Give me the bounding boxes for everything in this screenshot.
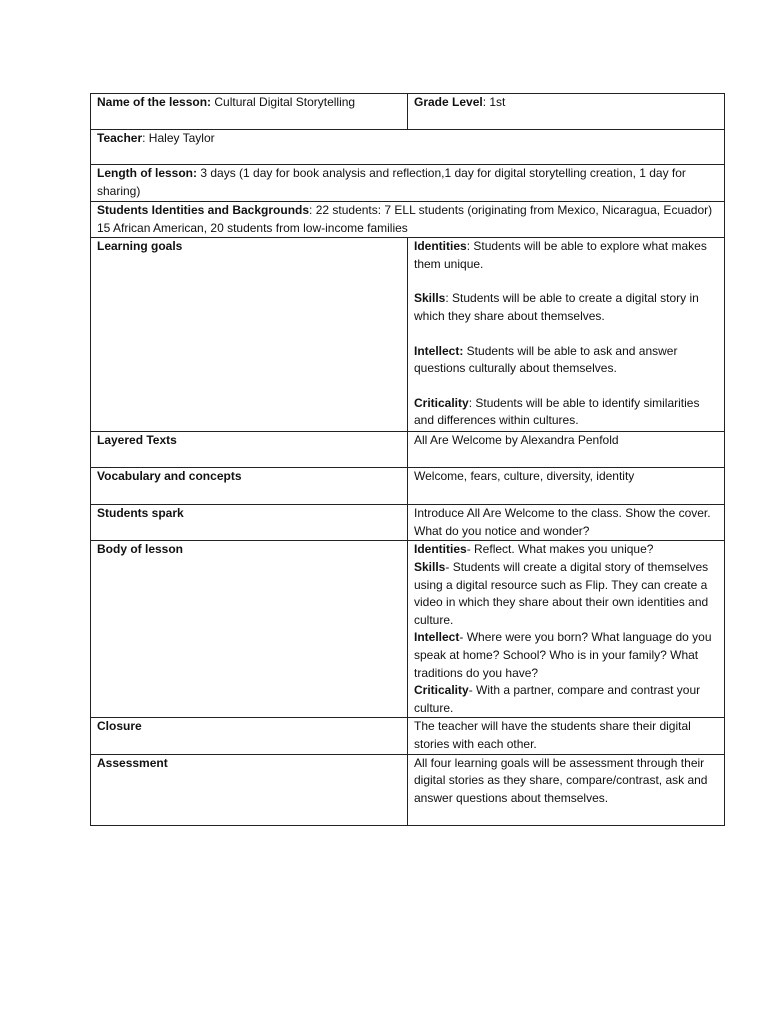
- row-length: [91, 165, 725, 202]
- assessment-label: Assessment: [97, 755, 168, 770]
- row-layered-texts: [91, 432, 725, 468]
- layered-texts-label-cell: [91, 432, 408, 468]
- learning-goals-cell: [408, 238, 725, 432]
- spark-label: Students spark: [97, 506, 184, 521]
- vocabulary-value: Welcome, fears, culture, diversity, identity: [408, 468, 725, 505]
- body-criticality: Criticality- With a partner, compare and contrast your culture.: [414, 683, 701, 715]
- students-label: Students Identities and Backgrounds: [97, 203, 310, 217]
- row-assessment: [91, 754, 725, 825]
- layered-texts-value: All Are Welcome by Alexandra Penfold: [408, 432, 725, 468]
- body-label: Body of lesson: [97, 542, 184, 557]
- goal-intellect: Intellect: Students will be able to ask and answer questions culturally about themselves.: [414, 343, 678, 376]
- length-label: Length of lesson:: [97, 166, 197, 180]
- length-cell: [91, 165, 725, 202]
- row-vocabulary: [91, 468, 725, 505]
- lesson-name-cell: [91, 94, 408, 130]
- row-students: [91, 202, 725, 238]
- grade-level-label: Grade Level: [414, 95, 483, 109]
- assessment-label-cell: [91, 754, 408, 825]
- students-cell: [91, 202, 725, 238]
- lesson-name-value: Cultural Digital Storytelling: [214, 95, 356, 109]
- row-closure: [91, 718, 725, 754]
- teacher-cell: [91, 130, 725, 165]
- vocabulary-label: Vocabulary and concepts: [97, 469, 242, 484]
- layered-texts-label: Layered Texts: [97, 433, 177, 448]
- spark-label-cell: [91, 505, 408, 541]
- row-learning-goals: [91, 238, 725, 432]
- spacer: [414, 378, 718, 395]
- goal-skills: Skills: Students will be able to create a digital story in which they share about themselves.: [414, 291, 699, 323]
- length-value: 3 days (1 day for book analysis and reflection,1 day for digital storytelling creation, 1 day for sharing): [97, 166, 686, 198]
- spacer: [414, 273, 718, 290]
- goal-identities: Identities: Students will be able to explore what makes them unique.: [414, 239, 707, 271]
- body-cell: [408, 541, 725, 718]
- learning-goals-label: Learning goals: [97, 239, 183, 254]
- learning-goals-label-cell: [91, 238, 408, 432]
- body-intellect: Intellect- Where were you born? What language do you speak at home? School? Who is in your family? What traditions do you have?: [414, 630, 712, 680]
- row-body-of-lesson: [91, 541, 725, 718]
- goal-criticality: Criticality: Students will be able to identify similarities and differences within cultures.: [414, 395, 700, 428]
- vocabulary-label-cell: [91, 468, 408, 505]
- row-students-spark: [91, 505, 725, 541]
- body-identities: Identities- Reflect. What makes you unique?: [414, 542, 654, 557]
- body-skills: Skills- Students will create a digital story of themselves using a digital resource such as Flip. They can create a video in which they share about their own identities and culture.: [414, 559, 709, 627]
- teacher-label: Teacher: [97, 131, 143, 145]
- assessment-value: All four learning goals will be assessment through their digital stories as they share, compare/contrast, ask and answer questions about themselves.: [408, 754, 725, 825]
- spark-value: Introduce All Are Welcome to the class. Show the cover. What do you notice and wonder?: [408, 505, 725, 541]
- body-label-cell: [91, 541, 408, 718]
- grade-level-cell: [408, 94, 725, 130]
- closure-value: The teacher will have the students share their digital stories with each other.: [408, 718, 725, 754]
- spacer: [414, 326, 718, 343]
- lesson-name-label: Name of the lesson:: [97, 95, 212, 109]
- students-value: : 22 students: 7 ELL students (originating from Mexico, Nicaragua, Ecuador) 15 African American, 20 students from low-income families: [97, 203, 713, 235]
- teacher-value: : Haley Taylor: [142, 131, 215, 145]
- grade-level-value: : 1st: [482, 95, 506, 109]
- closure-label-cell: [91, 718, 408, 754]
- lesson-plan-table: [90, 93, 725, 826]
- row-teacher: [91, 130, 725, 165]
- row-lesson-name: [91, 94, 725, 130]
- closure-label: Closure: [97, 719, 142, 734]
